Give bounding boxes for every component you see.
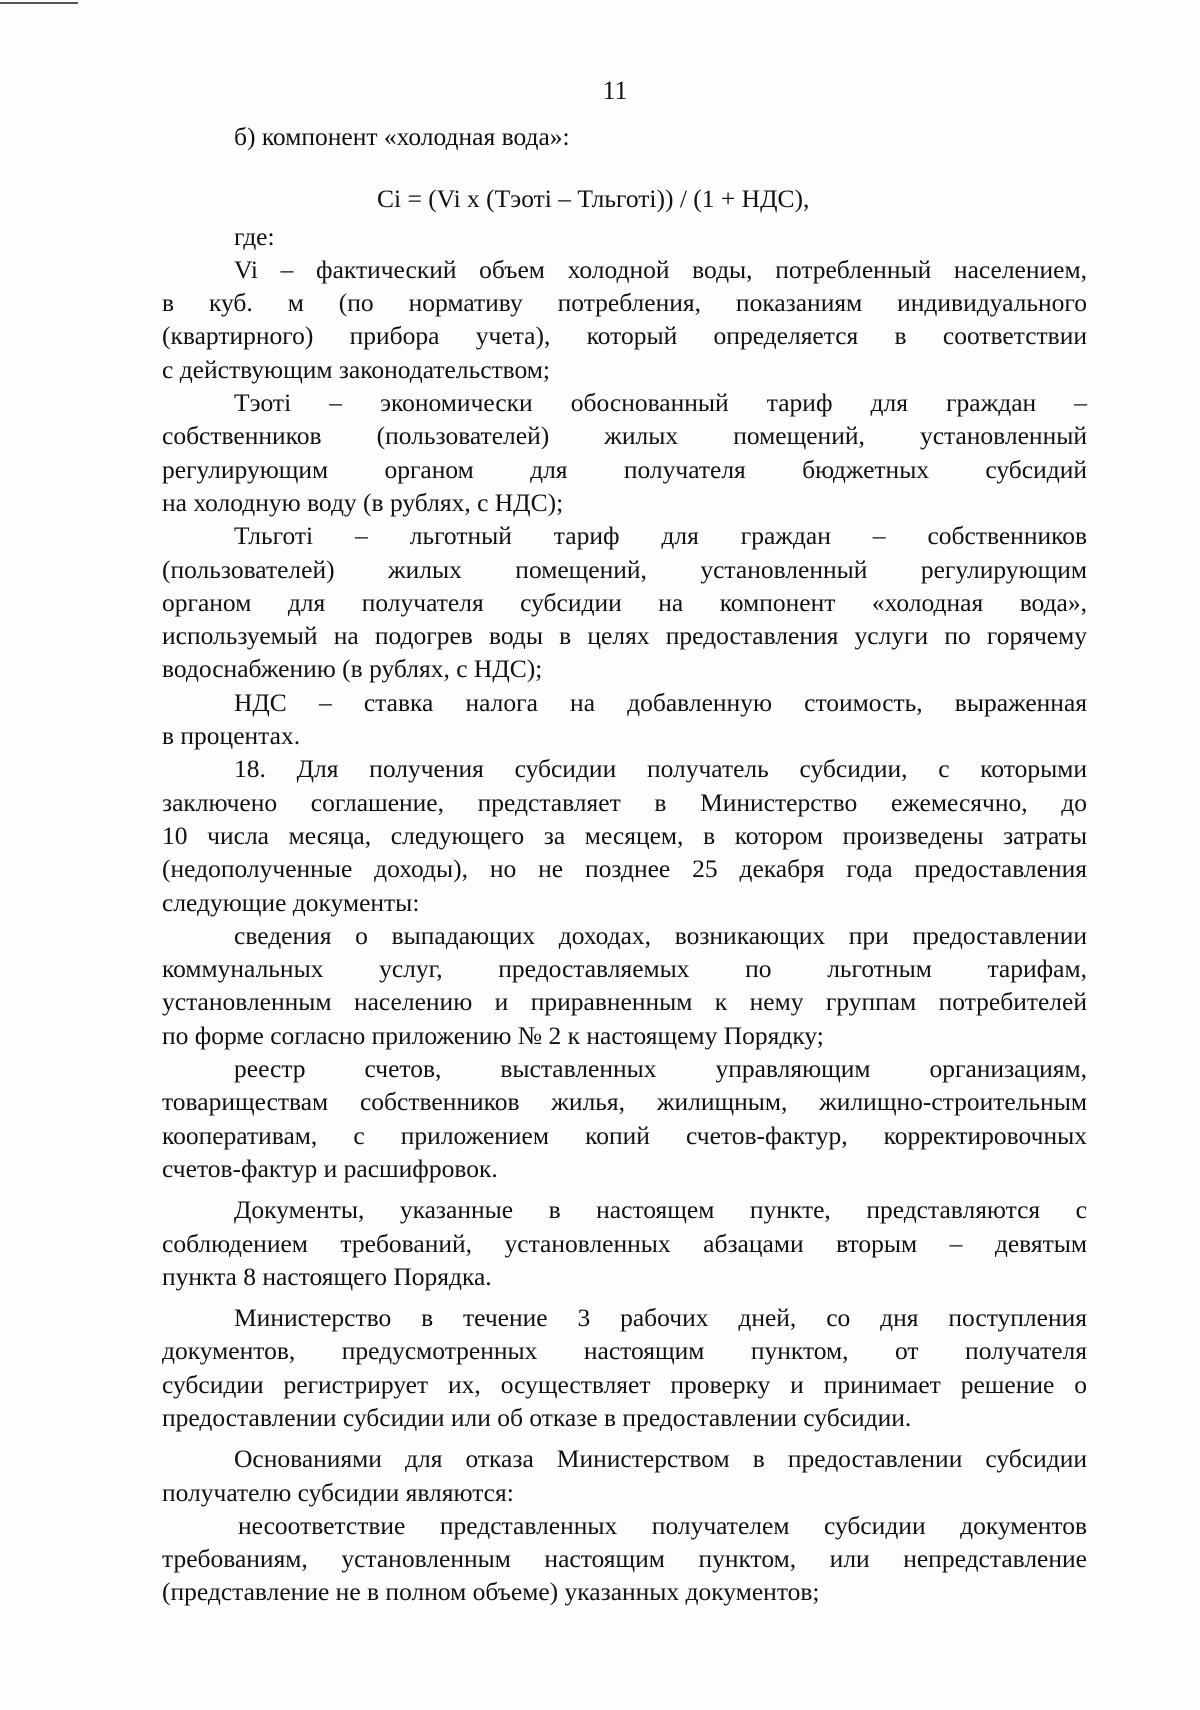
paragraph-line: Тэоті – экономически обоснованный тариф для граждан – xyxy=(234,388,1087,418)
paragraph-vi xyxy=(162,253,1087,386)
paragraph-line: реестр счетов, выставленных управляющим организациям, xyxy=(234,1054,1087,1084)
paragraph-line: в процентах. xyxy=(162,721,301,751)
paragraph-line: товариществам собственников жилья, жилищным, жилищно-строительным xyxy=(162,1087,1087,1117)
paragraph-tlgoti xyxy=(162,519,1087,685)
paragraph-line: Министерство в течение 3 рабочих дней, со дня поступления xyxy=(234,1303,1087,1333)
paragraph-line: документов, предусмотренных настоящим пунктом, от получателя xyxy=(162,1336,1087,1366)
formula: Ci = (Vi x (Тэоті – Тльготі)) / (1 + НДС), xyxy=(377,184,810,214)
paragraph-line: (квартирного) прибора учета), который определяется в соответствии xyxy=(162,321,1087,351)
paragraph-ministerstvo xyxy=(162,1301,1087,1434)
paragraph-line: установленным населению и приравненным к нему группам потребителей xyxy=(162,987,1087,1017)
paragraph-line: Тльготі – льготный тариф для граждан – собственников xyxy=(234,521,1087,551)
paragraph-svedeniya xyxy=(162,919,1087,1052)
paragraph-line: НДС – ставка налога на добавленную стоимость, выраженная xyxy=(234,687,1087,717)
paragraph-line: сведения о выпадающих доходах, возникающих при предоставлении xyxy=(234,920,1087,950)
paragraph-gap xyxy=(162,1293,1087,1301)
paragraph-osnovaniya xyxy=(162,1442,1087,1509)
paragraph-line: собственников (пользователей) жилых помещений, установленный xyxy=(162,421,1087,451)
paragraph-line: (пользователей) жилых помещений, установленный регулирующим xyxy=(162,554,1087,584)
paragraph-line: Vi – фактический объем холодной воды, потребленный населением, xyxy=(234,254,1087,284)
paragraph-line: (недополученные доходы), но не позднее 25 декабря года предоставления xyxy=(162,854,1087,884)
paragraph-line: субсидии регистрирует их, осуществляет проверку и принимает решение о xyxy=(162,1369,1087,1399)
section-heading: б) компонент «холодная вода»: xyxy=(234,122,570,151)
scan-edge-line xyxy=(0,2,78,4)
paragraph-line: 10 числа месяца, следующего за месяцем, в котором произведены затраты xyxy=(162,820,1087,850)
paragraph-dokumenty xyxy=(162,1193,1087,1293)
paragraph-line: Основаниями для отказа Министерством в предоставлении субсидии xyxy=(234,1444,1087,1474)
paragraph-gap xyxy=(162,1185,1087,1193)
paragraph-gap xyxy=(162,1434,1087,1442)
paragraph-line: предоставлении субсидии или об отказе в предоставлении субсидии. xyxy=(162,1402,912,1432)
paragraph-line: органом для получателя субсидии на компонент «холодная вода», xyxy=(162,587,1087,617)
paragraph-line: соблюдением требований, установленных абзацами вторым – девятым xyxy=(162,1228,1087,1258)
page-number: 11 xyxy=(602,76,628,105)
document-body xyxy=(162,120,1087,1609)
paragraph-line: следующие документы: xyxy=(162,887,420,917)
paragraph-line: получателю субсидии являются: xyxy=(162,1477,514,1507)
paragraph-reestr xyxy=(162,1052,1087,1185)
paragraph-line: 18. Для получения субсидии получатель субсидии, с которыми xyxy=(234,754,1087,784)
paragraph-line: кооперативам, с приложением копий счетов-фактур, корректировочных xyxy=(162,1120,1087,1150)
paragraph-line: регулирующим органом для получателя бюджетных субсидий xyxy=(162,454,1087,484)
paragraph-line: пункта 8 настоящего Порядка. xyxy=(162,1261,492,1291)
paragraph-line: (представление не в полном объеме) указанных документов; xyxy=(162,1577,820,1607)
paragraph-line: несоответствие представленных получателем субсидии документов xyxy=(238,1510,1087,1540)
paragraph-teoti xyxy=(162,386,1087,519)
paragraph-line: водоснабжению (в рублях, с НДС); xyxy=(162,654,543,684)
paragraph-line: требованиям, установленным настоящим пунктом, или непредставление xyxy=(162,1544,1087,1574)
paragraph-line: используемый на подогрев воды в целях предоставления услуги по горячему xyxy=(162,621,1087,651)
paragraph-nds xyxy=(162,686,1087,753)
paragraph-18 xyxy=(162,752,1087,918)
where-label: где: xyxy=(234,221,275,251)
paragraph-line: по форме согласно приложению № 2 к настоящему Порядку; xyxy=(162,1020,824,1050)
paragraph-line: Документы, указанные в настоящем пункте, представляются с xyxy=(234,1195,1087,1225)
paragraph-line: коммунальных услуг, предоставляемых по льготным тарифам, xyxy=(162,954,1087,984)
paragraph-line: счетов-фактур и расшифровок. xyxy=(162,1153,498,1183)
paragraph-line: с действующим законодательством; xyxy=(162,354,551,384)
paragraph-nesootvetstvie xyxy=(162,1509,1087,1609)
paragraph-line: заключено соглашение, представляет в Министерство ежемесячно, до xyxy=(162,787,1087,817)
paragraph-line: на холодную воду (в рублях, с НДС); xyxy=(162,487,564,517)
paragraph-line: в куб. м (по нормативу потребления, показаниям индивидуального xyxy=(162,288,1087,318)
